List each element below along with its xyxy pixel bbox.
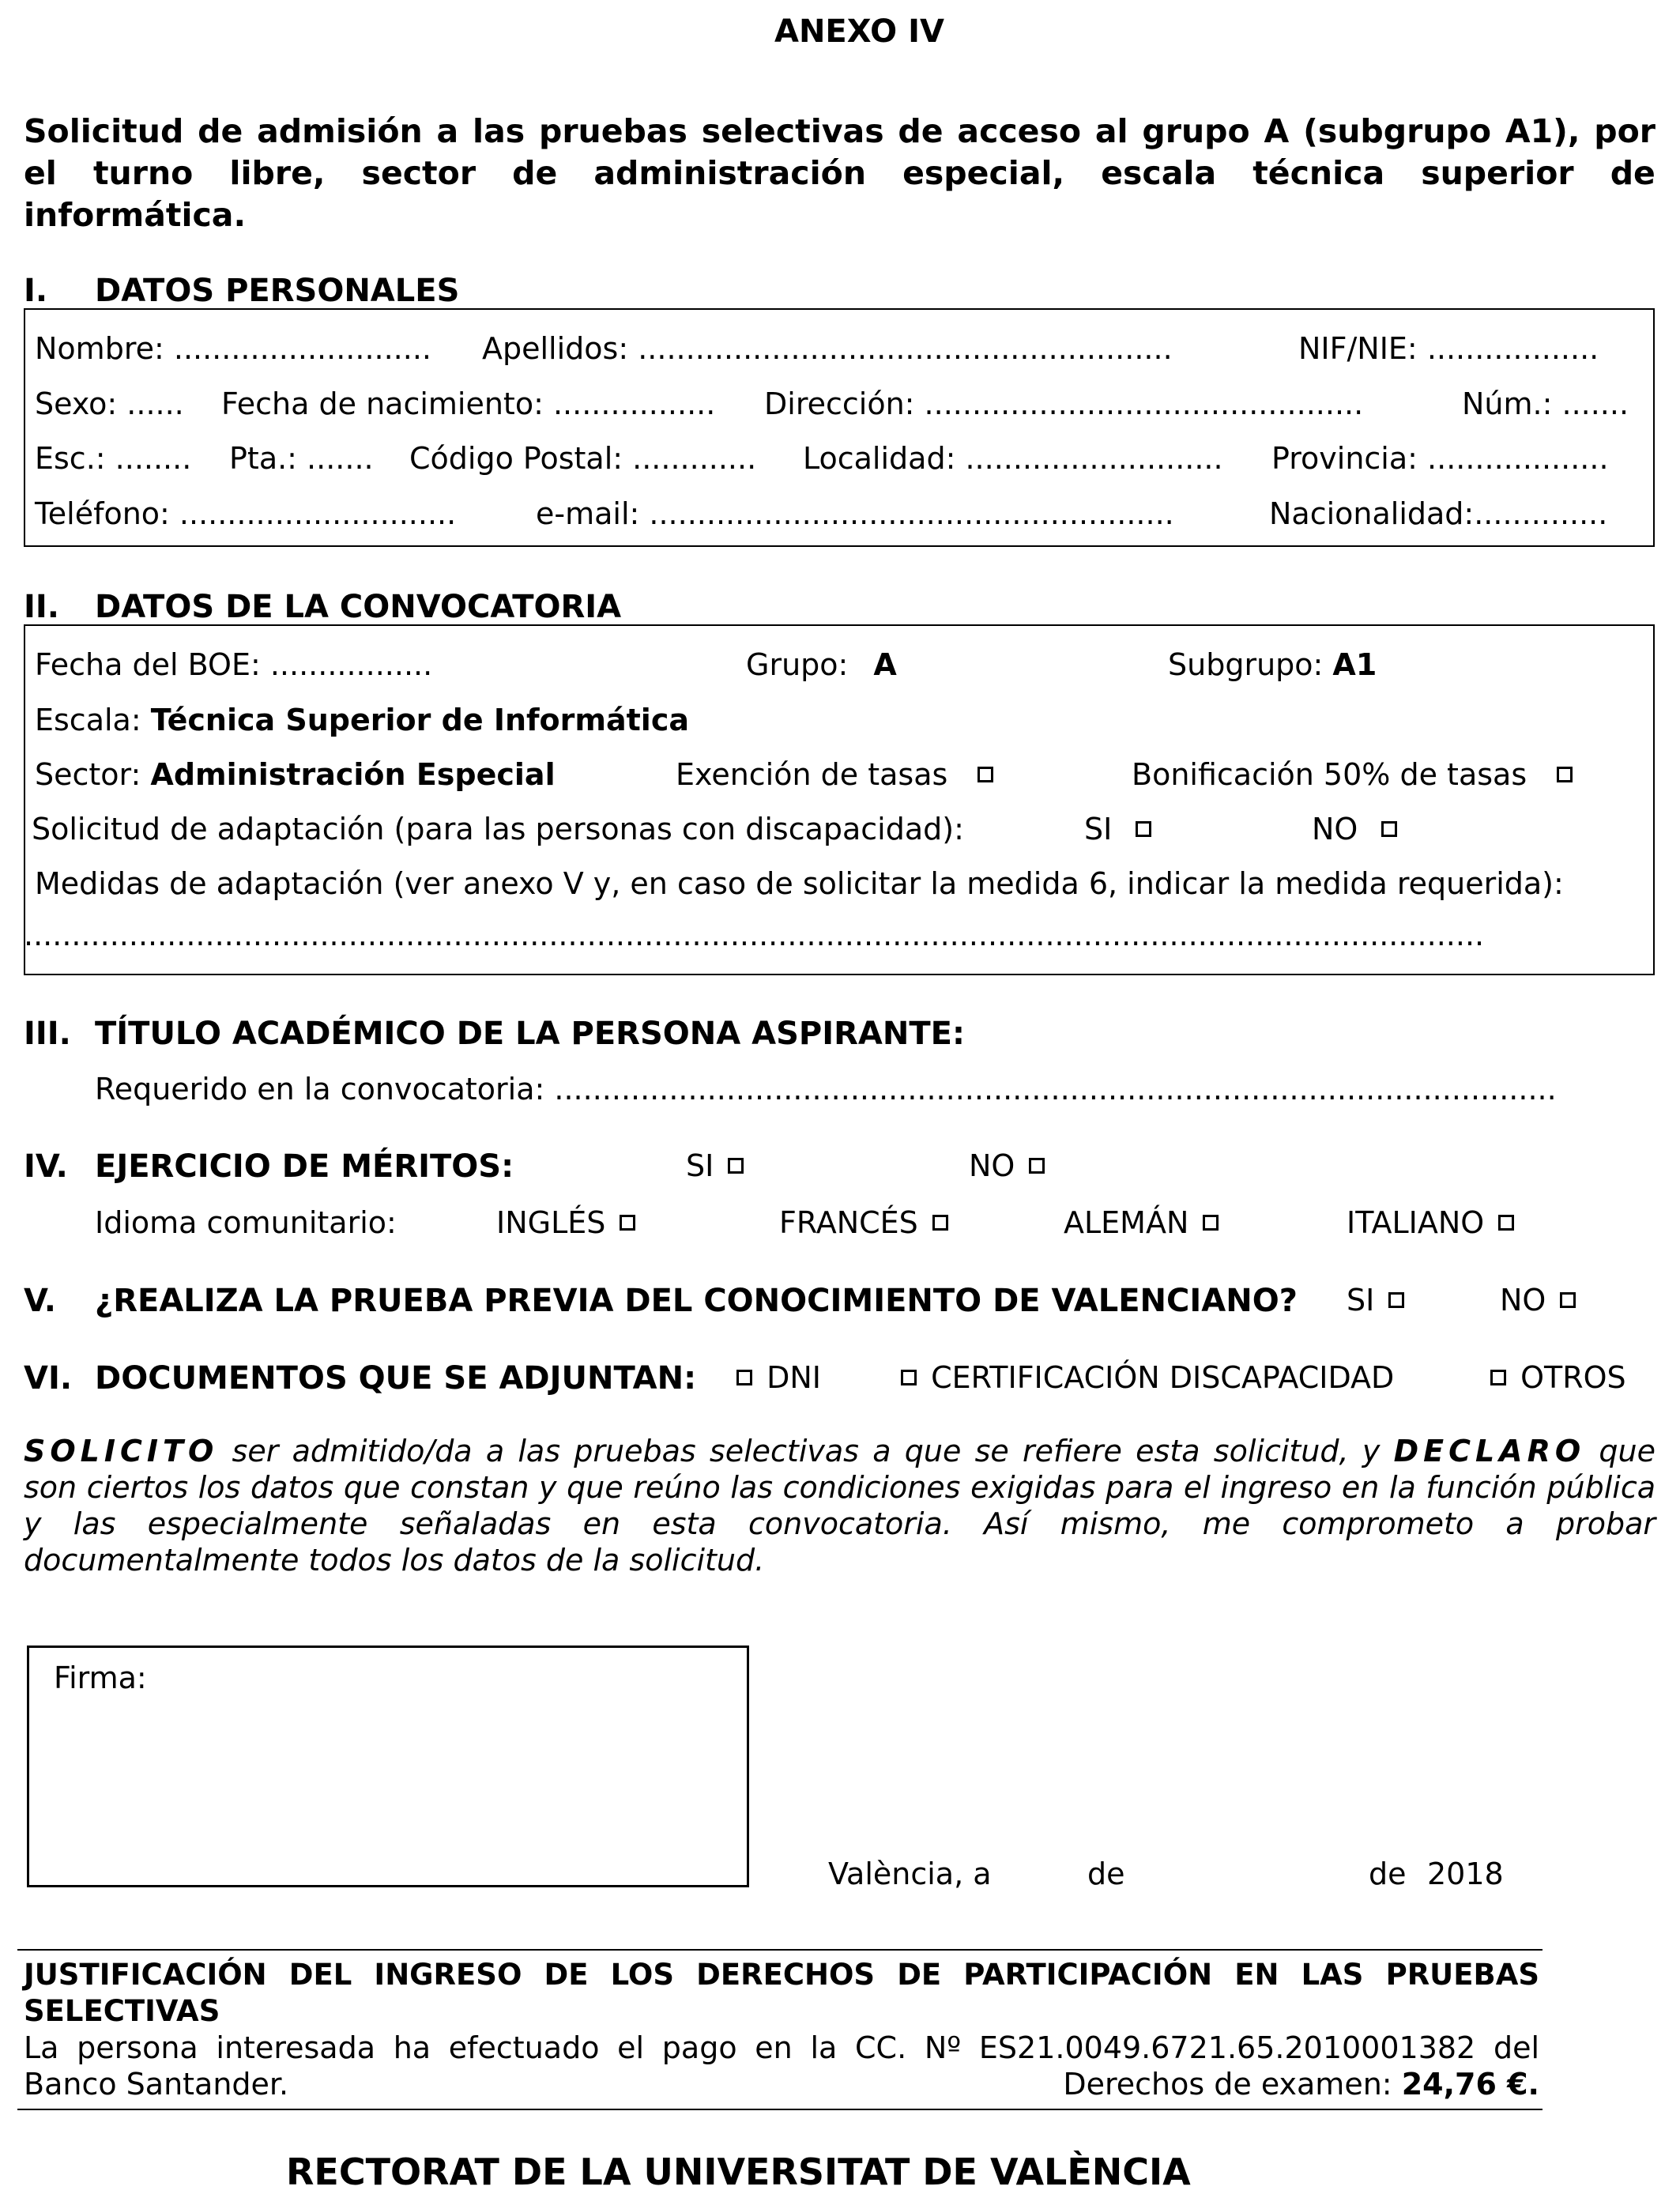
signature-label: Firma: — [54, 1661, 147, 1695]
valenciano-no-option — [1500, 1282, 1580, 1318]
frances-checkbox[interactable] — [932, 1215, 948, 1231]
title-line-2-word: sector — [361, 154, 477, 192]
meritos-si-checkbox[interactable] — [728, 1158, 744, 1174]
footer-rectorat: RECTORAT DE LA UNIVERSITAT DE VALÈNCIA — [286, 2151, 1191, 2193]
section-5-number: V. — [24, 1283, 56, 1319]
section-3-number: III. — [24, 1016, 71, 1052]
annex-title: ANEXO IV — [774, 13, 944, 50]
meritos-si-label: SI — [686, 1148, 714, 1183]
section-6-heading: DOCUMENTOS QUE SE ADJUNTAN: — [95, 1360, 697, 1397]
title-line-2-word: administración — [593, 154, 867, 192]
section-2-number: II. — [24, 589, 59, 625]
field-num[interactable]: Núm.: ....... — [1462, 386, 1629, 421]
field-email[interactable]: e-mail: ....................................................... — [536, 496, 1174, 531]
payment-heading-2: SELECTIVAS — [24, 1994, 220, 2028]
grupo-field — [746, 647, 897, 683]
field-titulo-requerido[interactable]: Requerido en la convocatoria: ......................................................................................................... — [95, 1072, 1557, 1106]
field-telefono[interactable]: Teléfono: ............................. — [35, 496, 457, 531]
section-5-heading: ¿REALIZA LA PRUEBA PREVIA DEL CONOCIMIENTO DE VALENCIANO? — [95, 1283, 1298, 1319]
derechos-label: Derechos de examen: — [1063, 2067, 1392, 2102]
doc-cert-label: CERTIFICACIÓN DISCAPACIDAD — [931, 1360, 1395, 1395]
doc-dni-label: DNI — [767, 1360, 821, 1395]
field-fecha-nacimiento[interactable]: Fecha de nacimiento: ................. — [221, 386, 716, 421]
frances-label: FRANCÉS — [779, 1205, 918, 1240]
field-nacionalidad[interactable]: Nacionalidad:.............. — [1269, 496, 1608, 531]
declaration-line-2: son ciertos los datos que constan y que reúno las condiciones exigidas para el ingreso en la función pública — [24, 1470, 1656, 1505]
field-direccion[interactable]: Dirección: .............................................. — [764, 386, 1364, 421]
date-de-1: de — [1087, 1857, 1125, 1891]
subgrupo-label: Subgrupo: — [1168, 647, 1324, 682]
valenciano-no-label: NO — [1500, 1283, 1546, 1318]
date-place: València, a — [828, 1857, 992, 1891]
italiano-option — [1347, 1204, 1519, 1241]
form-title — [24, 111, 1656, 236]
subgrupo-field — [1168, 647, 1377, 683]
payment-line-2 — [24, 2066, 1539, 2102]
field-codigo-postal[interactable]: Código Postal: ............. — [409, 441, 757, 476]
sector-value: Administración Especial — [150, 757, 556, 792]
title-line-2-word: técnica — [1252, 154, 1385, 192]
field-esc[interactable]: Esc.: ........ — [35, 441, 192, 476]
doc-cert-option — [896, 1359, 1394, 1396]
adaptacion-si-option — [1084, 811, 1156, 847]
declaro-word: DECLARO — [1393, 1434, 1586, 1468]
declaration-text-2: que — [1585, 1434, 1656, 1468]
title-line-1: Solicitud de admisión a las pruebas selectivas de acceso al grupo A (subgrupo A1), por — [24, 112, 1656, 150]
frances-option — [779, 1204, 953, 1241]
escala-value: Técnica Superior de Informática — [150, 703, 689, 737]
ingles-label: INGLÉS — [496, 1205, 606, 1240]
ingles-checkbox[interactable] — [620, 1215, 635, 1231]
payment-banco: Banco Santander. — [24, 2067, 289, 2102]
declaration-text-1: ser admitido/da a las pruebas selectivas a que se refiere esta solicitud, y — [218, 1434, 1394, 1468]
adaptacion-no-label: NO — [1312, 812, 1358, 846]
section-1-number: I. — [24, 273, 48, 309]
idioma-label: Idioma comunitario: — [95, 1205, 397, 1240]
title-line-2-word: de — [1610, 154, 1656, 192]
adaptacion-no-checkbox[interactable] — [1381, 821, 1397, 837]
title-line-3: informática. — [24, 196, 247, 234]
field-nif[interactable]: NIF/NIE: .................. — [1298, 331, 1599, 366]
declaration-line-1 — [24, 1433, 1656, 1469]
field-apellidos[interactable]: Apellidos: ........................................................ — [482, 331, 1173, 366]
section-4-heading: EJERCICIO DE MÉRITOS: — [95, 1148, 514, 1185]
aleman-option — [1064, 1204, 1223, 1241]
field-nombre[interactable]: Nombre: ........................... — [35, 331, 431, 366]
adaptacion-si-label: SI — [1084, 812, 1113, 846]
ingles-option — [496, 1204, 640, 1241]
grupo-label: Grupo: — [746, 647, 849, 682]
doc-dni-option — [732, 1359, 821, 1396]
exencion-checkbox[interactable] — [977, 767, 993, 782]
title-line-2-word: de — [512, 154, 558, 192]
date-year: 2018 — [1427, 1857, 1504, 1891]
field-fecha-boe[interactable]: Fecha del BOE: ................. — [35, 647, 433, 682]
title-line-2-word: superior — [1421, 154, 1574, 192]
date-de-2: de — [1369, 1857, 1407, 1891]
solicito-word: SOLICITO — [24, 1434, 219, 1468]
valenciano-si-checkbox[interactable] — [1388, 1292, 1404, 1308]
declaration-line-4: documentalmente todos los datos de la solicitud. — [24, 1543, 765, 1578]
derechos-value: 24,76 €. — [1401, 2067, 1539, 2102]
valenciano-si-option — [1347, 1282, 1409, 1318]
title-line-2-word: el — [24, 154, 57, 192]
aleman-checkbox[interactable] — [1203, 1215, 1219, 1231]
section-4-number: IV. — [24, 1148, 68, 1185]
sector-label: Sector: — [35, 757, 141, 792]
adaptacion-label: Solicitud de adaptación (para las personas con discapacidad): — [32, 812, 964, 846]
meritos-no-checkbox[interactable] — [1029, 1158, 1045, 1174]
aleman-label: ALEMÁN — [1064, 1205, 1189, 1240]
doc-cert-checkbox[interactable] — [901, 1370, 917, 1385]
section-6-number: VI. — [24, 1360, 73, 1397]
doc-otros-checkbox[interactable] — [1490, 1370, 1506, 1385]
meritos-no-option — [969, 1148, 1049, 1184]
meritos-no-label: NO — [969, 1148, 1015, 1183]
section-3-heading: TÍTULO ACADÉMICO DE LA PERSONA ASPIRANTE: — [95, 1016, 965, 1052]
title-line-2-word: escala — [1101, 154, 1217, 192]
medidas-field[interactable]: ......................................................................................................................................................... — [24, 918, 1485, 952]
declaration — [24, 1433, 1656, 1578]
title-line-2-word: libre, — [229, 154, 326, 192]
field-localidad[interactable]: Localidad: ........................... — [803, 441, 1223, 476]
section-1-heading: DATOS PERSONALES — [95, 273, 460, 309]
title-line-2 — [24, 153, 1656, 194]
payment-line-1: La persona interesada ha efectuado el pago en la CC. Nº ES21.0049.6721.65.2010001382 del — [24, 2030, 1539, 2065]
sector-field — [35, 756, 556, 793]
bonificacion-option — [1132, 756, 1577, 793]
valenciano-no-checkbox[interactable] — [1560, 1292, 1576, 1308]
doc-dni-checkbox[interactable] — [736, 1370, 752, 1385]
italiano-checkbox[interactable] — [1498, 1215, 1514, 1231]
field-pta[interactable]: Pta.: ....... — [229, 441, 374, 476]
bonificacion-checkbox[interactable] — [1557, 767, 1573, 782]
adaptacion-si-checkbox[interactable] — [1136, 821, 1151, 837]
field-provincia[interactable]: Provincia: ................... — [1271, 441, 1609, 476]
payment-top-rule — [17, 1949, 1543, 1951]
field-sexo[interactable]: Sexo: ...... — [35, 386, 184, 421]
italiano-label: ITALIANO — [1347, 1205, 1485, 1240]
title-line-2-word: turno — [92, 154, 194, 192]
payment-section — [24, 1957, 1539, 2102]
doc-otros-option — [1486, 1359, 1626, 1396]
meritos-si-option — [686, 1148, 748, 1184]
exencion-option — [676, 756, 998, 793]
declaration-line-3: y las especialmente señaladas en esta convocatoria. Así mismo, me comprometo a probar — [24, 1506, 1656, 1541]
payment-derechos — [1063, 2066, 1539, 2102]
escala-label: Escala: — [35, 703, 141, 737]
exencion-label: Exención de tasas — [676, 757, 948, 792]
bonificacion-label: Bonificación 50% de tasas — [1132, 757, 1527, 792]
subgrupo-value: A1 — [1332, 647, 1377, 682]
grupo-value: A — [873, 647, 897, 682]
escala-field — [35, 702, 689, 738]
adaptacion-no-option — [1312, 811, 1402, 847]
payment-bottom-rule — [17, 2109, 1543, 2110]
doc-otros-label: OTROS — [1520, 1360, 1626, 1395]
payment-heading-1: JUSTIFICACIÓN DEL INGRESO DE LOS DERECHOS DE PARTICIPACIÓN EN LAS PRUEBAS — [24, 1958, 1539, 1992]
valenciano-si-label: SI — [1347, 1283, 1375, 1318]
medidas-label: Medidas de adaptación (ver anexo V y, en caso de solicitar la medida 6, indicar la medida requerida): — [35, 866, 1564, 901]
section-2-heading: DATOS DE LA CONVOCATORIA — [95, 589, 622, 625]
title-line-2-word: especial, — [902, 154, 1065, 192]
